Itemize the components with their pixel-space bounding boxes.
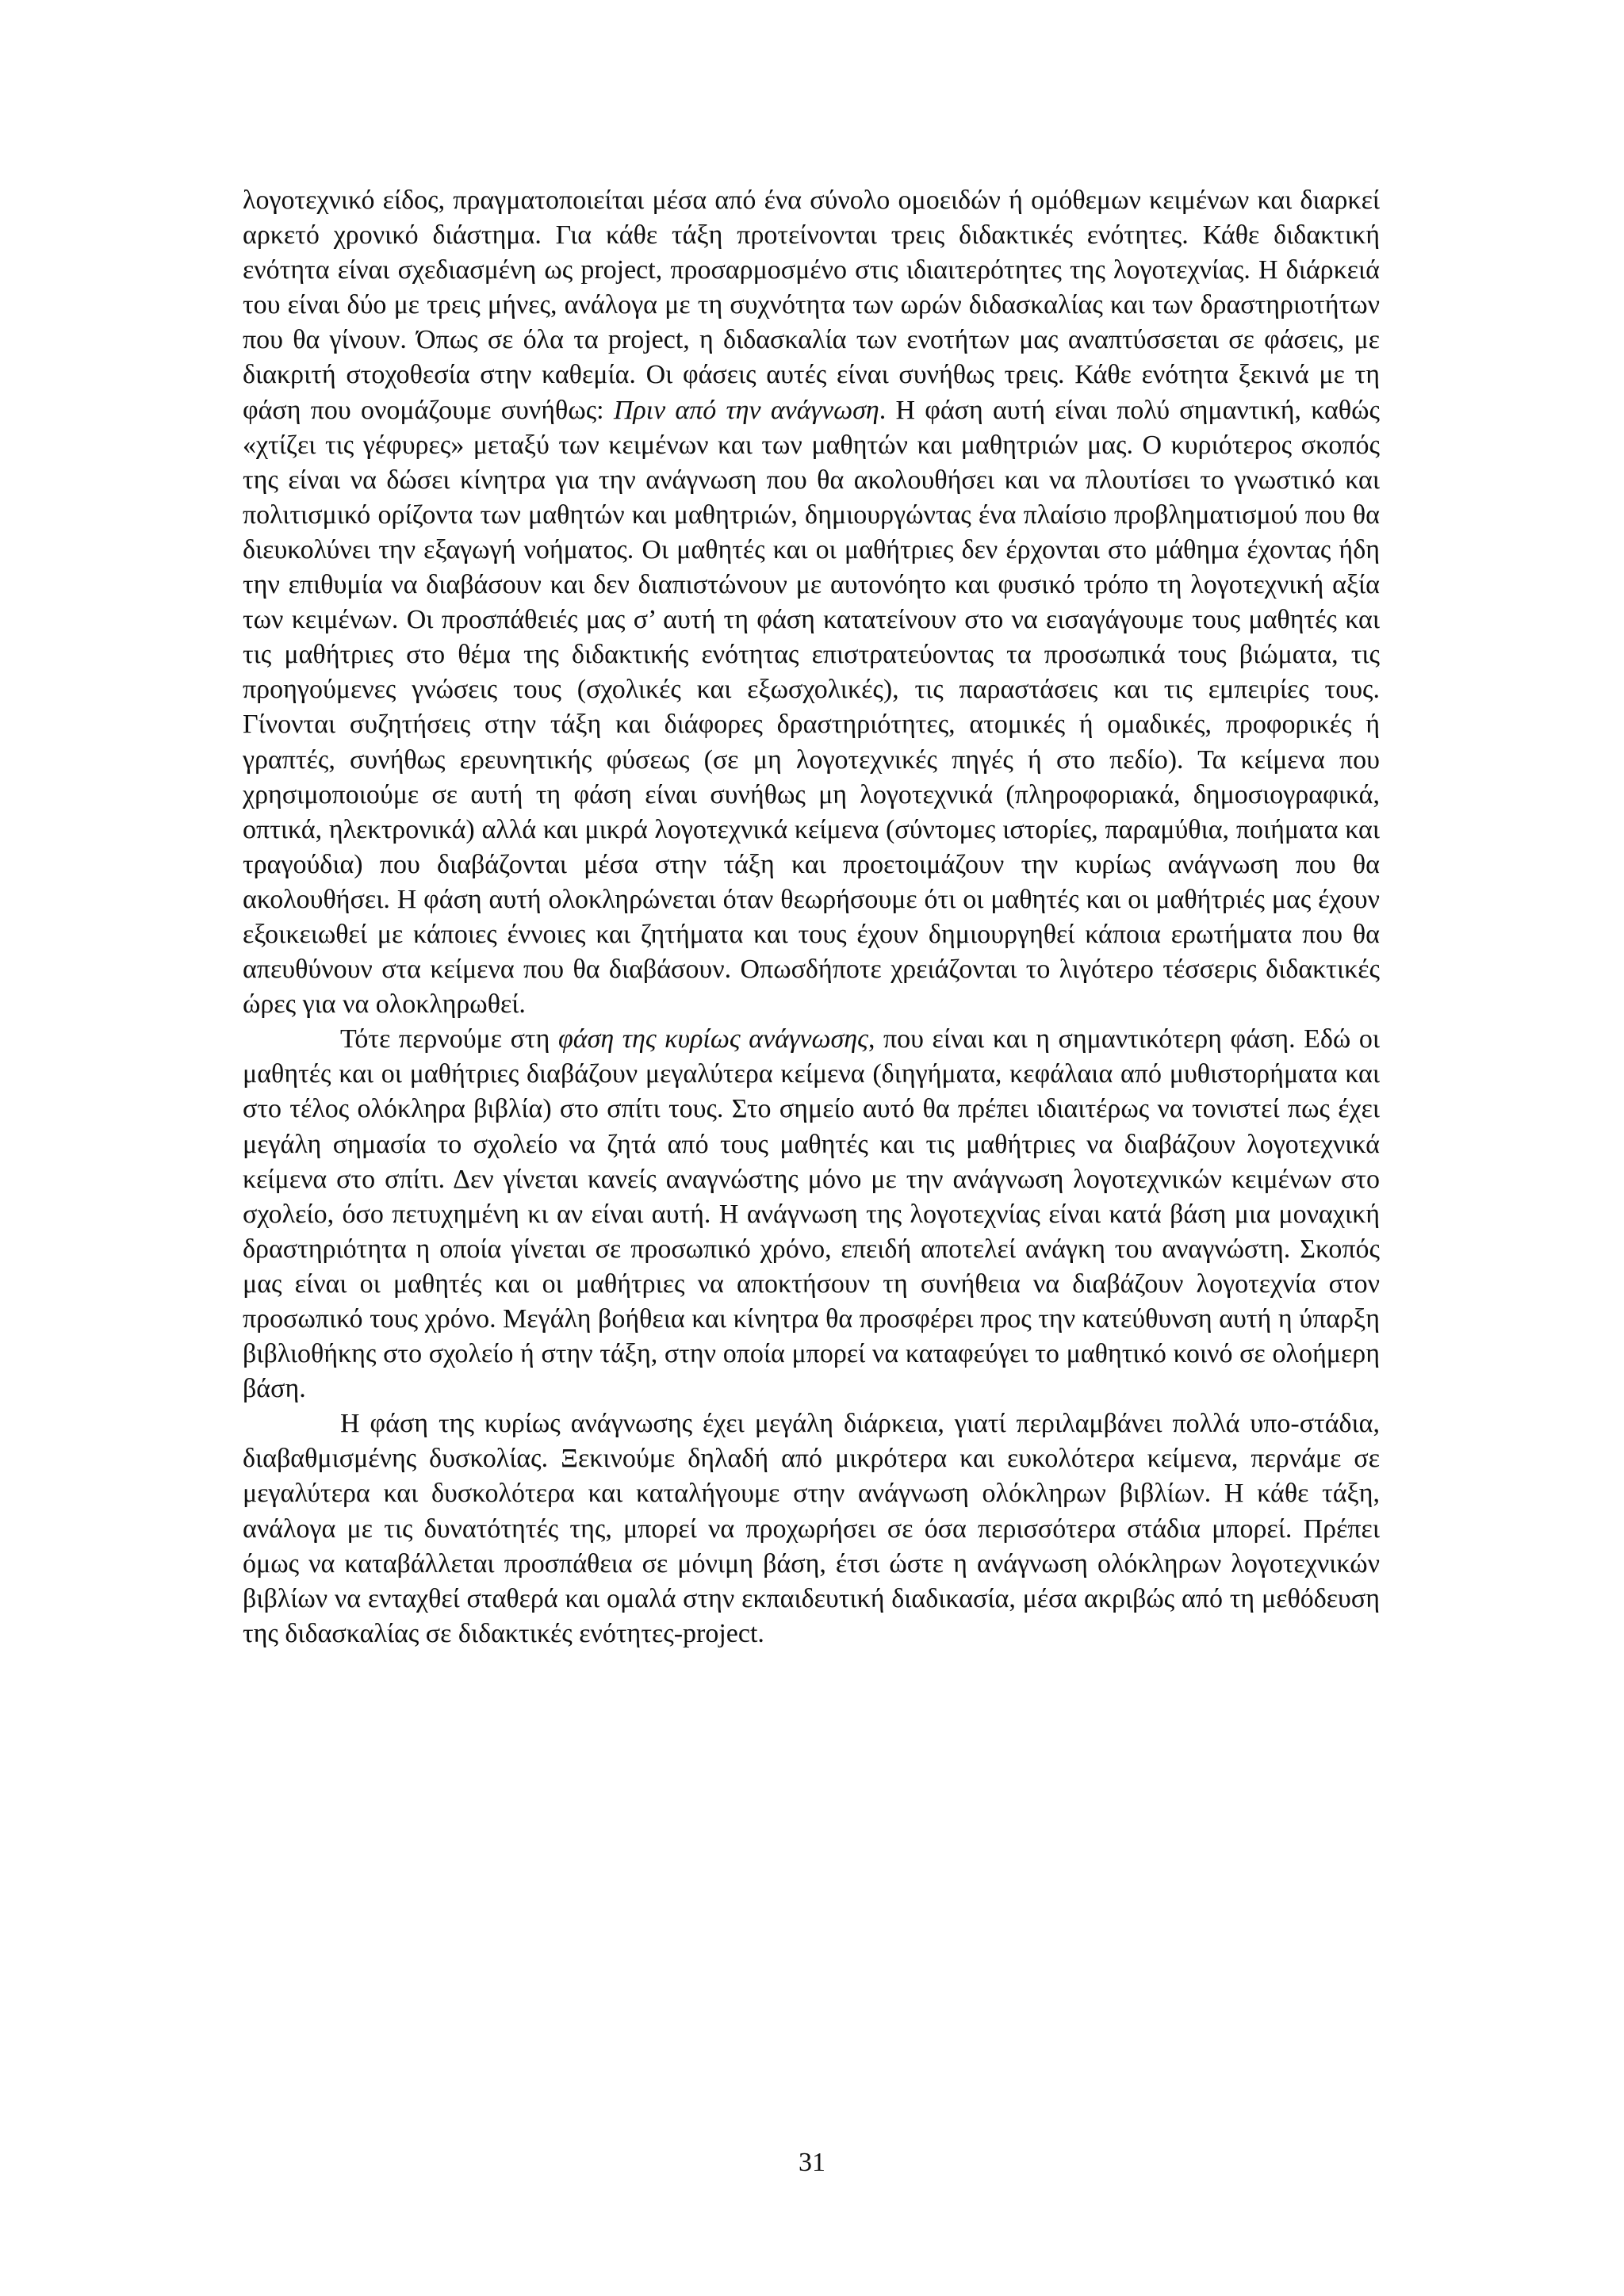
italic-phrase: φάση της κυρίως ανάγνωσης xyxy=(557,1024,868,1054)
paragraph-text: . Η φάση αυτή είναι πολύ σημαντική, καθώς «χτίζει τις γέφυρες» μεταξύ των κειμένων και των μαθητών και μαθητριών μας. Ο κυριότερος σκοπός της είναι να δώσει κίνητρα για την ανάγνωση που θα ακολουθήσει και να πλουτίσει το γνωστικό και πολιτισμικό ορίζοντα των μαθητών και μαθητριών, δημιουργώντας ένα πλαίσιο προβληματισμού που θα διευκολύνει την εξαγωγή νοήματος. Οι μαθητές και οι μαθήτριες δεν έρχονται στο μάθημα έχοντας ήδη την επιθυμία να διαβάσουν και δεν διαπιστώνουν με αυτονόητο και φυσικό τρόπο τη λογοτεχνική αξία των κειμένων. Οι προσπάθειές μας σ’ αυτή τη φάση κατατείνουν στο να εισαγάγουμε τους μαθητές και τις μαθήτριες στο θέμα της διδακτικής ενότητας επιστρατεύοντας τα προσωπικά τους βιώματα, τις προηγούμενες γνώσεις τους (σχολικές και εξωσχολικές), τις παραστάσεις και τις εμπειρίες τους. Γίνονται συζητήσεις στην τάξη και διάφορες δραστηριότητες, ατομικές ή ομαδικές, προφορικές ή γραπτές, συνήθως ερευνητικής φύσεως (σε μη λογοτεχνικές πηγές ή στο πεδίο). Τα κείμενα που χρησιμοποιούμε σε αυτή τη φάση είναι συνήθως μη λογοτεχνικά (πληροφοριακά, δημοσιογραφικά, οπτικά, ηλεκτρονικά) αλλά και μικρά λογοτεχνικά κείμενα (σύντομες ιστορίες, παραμύθια, ποιήματα και τραγούδια) που διαβάζονται μέσα στην τάξη και προετοιμάζουν την κυρίως ανάγνωση που θα ακολουθήσει. Η φάση αυτή ολοκληρώνεται όταν θεωρήσουμε ότι οι μαθητές και οι μαθήτριές μας έχουν εξοικειωθεί με κάποιες έννοιες και ζητήματα και τους έχουν δημιουργηθεί κάποια ερωτήματα που θα απευθύνουν στα κείμενα που θα διαβάσουν. Οπωσδήποτε χρειάζονται το λιγότερο τέσσερις διδακτικές ώρες για να ολοκληρωθεί. xyxy=(243,395,1380,1020)
paragraph-text: Τότε περνούμε στη xyxy=(340,1024,558,1054)
paragraph-text: Η φάση της κυρίως ανάγνωσης έχει μεγάλη διάρκεια, γιατί περιλαμβάνει πολλά υπο-στάδια, διαβαθμισμένης δυσκολίας. Ξεκινούμε δηλαδή από μικρότερα και ευκολότερα κείμενα, περνάμε σε μεγαλύτερα και δυσκολότερα και καταλήγουμε στην ανάγνωση ολόκληρων βιβλίων. Η κάθε τάξη, ανάλογα με τις δυνατότητές της, μπορεί να προχωρήσει σε όσα περισσότερα στάδια μπορεί. Πρέπει όμως να καταβάλλεται προσπάθεια σε μόνιμη βάση, έτσι ώστε η ανάγνωση ολόκληρων λογοτεχνικών βιβλίων να ενταχθεί σταθερά και ομαλά στην εκπαιδευτική διαδικασία, μέσα ακριβώς από τη μεθόδευση της διδασκαλίας σε διδακτικές ενότητες-project. xyxy=(243,1409,1380,1648)
paragraph-text: λογοτεχνικό είδος, πραγματοποιείται μέσα από ένα σύνολο ομοειδών ή ομόθεμων κειμένων και διαρκεί αρκετό χρονικό διάστημα. Για κάθε τάξη προτείνονται τρεις διδακτικές ενότητες. Κάθε διδακτική ενότητα είναι σχεδιασμένη ως project, προσαρμοσμένο στις ιδιαιτερότητες της λογοτεχνίας. Η διάρκειά του είναι δύο με τρεις μήνες, ανάλογα με τη συχνότητα των ωρών διδασκαλίας και των δραστηριοτήτων που θα γίνουν. Όπως σε όλα τα project, η διδασκαλία των ενοτήτων μας αναπτύσσεται σε φάσεις, με διακριτή στοχοθεσία στην καθεμία. Οι φάσεις αυτές είναι συνήθως τρεις. Κάθε ενότητα ξεκινά με τη φάση που ονομάζουμε συνήθως: xyxy=(243,186,1380,425)
paragraph xyxy=(243,1406,1380,1651)
italic-phrase: Πριν από την ανάγνωση xyxy=(613,395,879,425)
page-number: 31 xyxy=(799,2148,825,2177)
paragraph xyxy=(243,1022,1380,1406)
body-text xyxy=(243,183,1380,1651)
paragraph xyxy=(243,183,1380,1022)
paragraph-text: , που είναι και η σημαντικότερη φάση. Εδώ οι μαθητές και οι μαθήτριες διαβάζουν μεγαλύτερα κείμενα (διηγήματα, κεφάλαια από μυθιστορήματα και στο τέλος ολόκληρα βιβλία) στο σπίτι τους. Στο σημείο αυτό θα πρέπει ιδιαιτέρως να τονιστεί πως έχει μεγάλη σημασία το σχολείο να ζητά από τους μαθητές και τις μαθήτριες να διαβάζουν λογοτεχνικά κείμενα στο σπίτι. Δεν γίνεται κανείς αναγνώστης μόνο με την ανάγνωση λογοτεχνικών κειμένων στο σχολείο, όσο πετυχημένη κι αν είναι αυτή. Η ανάγνωση της λογοτεχνίας είναι κατά βάση μια μοναχική δραστηριότητα η οποία γίνεται σε προσωπικό χρόνο, επειδή αποτελεί ανάγκη του αναγνώστη. Σκοπός μας είναι οι μαθητές και οι μαθήτριες να αποκτήσουν τη συνήθεια να διαβάζουν λογοτεχνία στον προσωπικό τους χρόνο. Μεγάλη βοήθεια και κίνητρα θα προσφέρει προς την κατεύθυνση αυτή η ύπαρξη βιβλιοθήκης στο σχολείο ή στην τάξη, στην οποία μπορεί να καταφεύγει το μαθητικό κοινό σε ολοήμερη βάση. xyxy=(243,1024,1380,1404)
